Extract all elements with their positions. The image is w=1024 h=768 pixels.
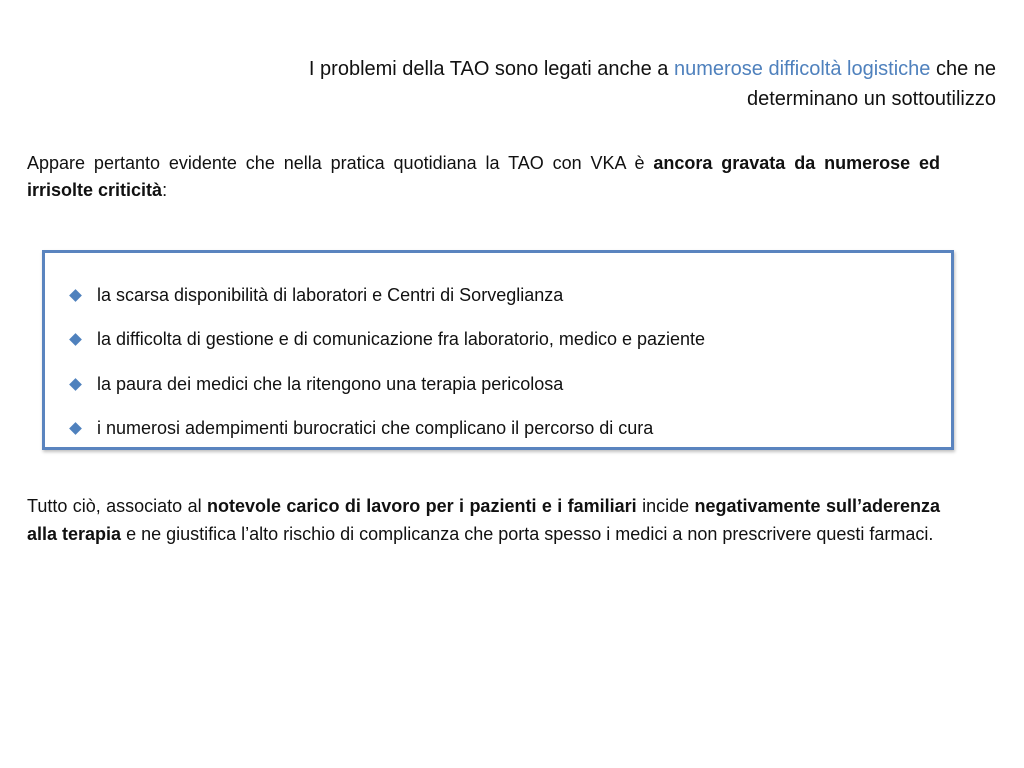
list-item-text: i numerosi adempimenti burocratici che complicano il percorso di cura (97, 418, 654, 439)
outro-text-2: incide (636, 496, 695, 516)
title-text-before: I problemi della TAO sono legati anche a (308, 58, 674, 80)
diamond-bullet-icon (69, 333, 82, 346)
intro-text-after: : (162, 180, 168, 200)
title-highlight: numerose difficoltà logistiche (673, 58, 931, 80)
outro-paragraph (27, 493, 940, 548)
issues-list (69, 273, 705, 451)
list-item (69, 407, 705, 452)
list-item-text: la paura dei medici che la ritengono una terapia pericolosa (97, 373, 564, 394)
outro-bold-2: negativamente sull’aderenza alla terapia (27, 496, 940, 544)
list-item (69, 362, 705, 407)
intro-paragraph (27, 150, 940, 204)
diamond-bullet-icon (69, 378, 82, 391)
list-item (69, 273, 705, 318)
list-item-text: la difficolta di gestione e di comunicazione fra laboratorio, medico e paziente (97, 329, 706, 350)
list-item-text: la scarsa disponibilità di laboratori e Centri di Sorveglianza (97, 284, 564, 305)
outro-text-1: Tutto ciò, associato al (27, 496, 207, 516)
diamond-bullet-icon (69, 289, 82, 302)
list-item (69, 318, 705, 363)
diamond-bullet-icon (69, 422, 82, 435)
issues-box (42, 250, 954, 450)
intro-text-before: Appare pertanto evidente che nella pratica quotidiana la TAO con VKA è (27, 153, 654, 173)
title-text-after: che ne determinano un sottoutilizzo (746, 58, 996, 110)
outro-text-3: e ne giustifica l’alto rischio di complicanza che porta spesso i medici a non prescrivere questi farmaci. (121, 523, 934, 544)
outro-bold-1: notevole carico di lavoro per i pazienti e i familiari (207, 496, 637, 516)
slide-title (196, 54, 996, 114)
intro-bold: ancora gravata da numerose ed irrisolte criticità (27, 153, 941, 200)
